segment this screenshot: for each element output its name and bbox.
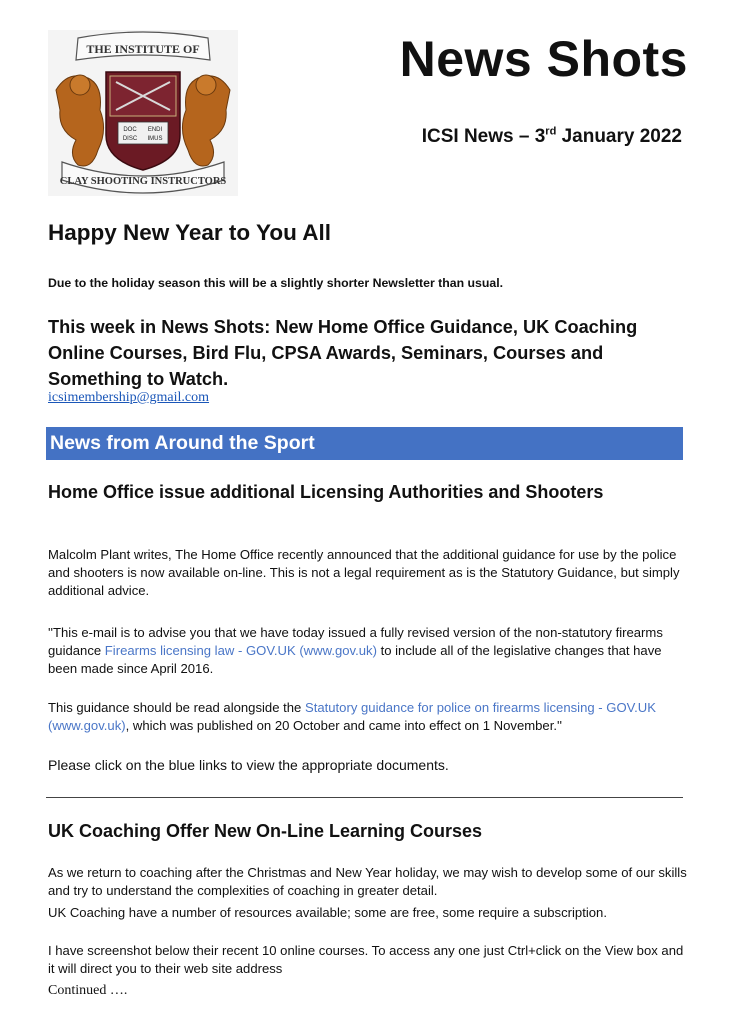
newsletter-title: News Shots	[399, 31, 688, 87]
svg-text:ENDI: ENDI	[147, 127, 163, 133]
icsi-logo	[48, 30, 238, 196]
article1-quote-paragraph: ''This e-mail is to advise you that we have today issued a fully revised version of the non-statutory firearms guidance Firearms licensing law - GOV.UK (www.gov.uk) to include all of the legislative changes that have been made since April 2016.	[48, 625, 663, 676]
section-banner-label: News from Around the Sport	[50, 432, 315, 454]
logo-top-text: THE INSTITUTE OF	[86, 42, 200, 56]
logo-bottom-text: CLAY SHOOTING INSTRUCTORS	[59, 176, 227, 187]
section-banner	[46, 427, 683, 460]
continued-note: Continued ….	[48, 983, 128, 998]
article-heading-home-office: Home Office issue additional Licensing Authorities and Shooters	[48, 482, 604, 502]
firearms-licensing-law-link[interactable]: Firearms licensing law - GOV.UK (www.gov.uk)	[104, 642, 377, 658]
this-week-summary: This week in News Shots: New Home Office Guidance, UK Coaching Online Courses, Bird Flu, CPSA Awards, Seminars, Courses and Something to Watch.	[48, 317, 638, 389]
article1-guidance-paragraph: This guidance should be read alongside the Statutory guidance for police on firearms licensing - GOV.UK (www.gov.uk), which was published on 20 October and came into effect on 1 November.''	[48, 700, 656, 733]
section-divider	[46, 797, 683, 798]
article2-paragraph: As we return to coaching after the Christmas and New Year holiday, we may wish to develop some of our skills and try to understand the complexities of coaching in greater detail.	[48, 865, 687, 898]
article-heading-uk-coaching: UK Coaching Offer New On-Line Learning Courses	[48, 821, 483, 841]
article1-instruction: Please click on the blue links to view the appropriate documents.	[48, 757, 449, 773]
statutory-guidance-link[interactable]: Statutory guidance for police on firearms licensing - GOV.UK (www.gov.uk)	[48, 700, 656, 733]
article1-paragraph: Malcolm Plant writes, The Home Office recently announced that the additional guidance for use by the police and shooters is now available on-line. This is not a legal requirement as is the Statutory Guidance, but simply additional advice.	[48, 547, 680, 598]
membership-email-link[interactable]: icsimembership@gmail.com	[48, 390, 210, 405]
svg-text:DOC: DOC	[123, 127, 137, 133]
new-year-heading: Happy New Year to You All	[48, 220, 331, 245]
dateline: ICSI News – 3rd January 2022	[421, 125, 682, 147]
svg-text:IMUS: IMUS	[147, 136, 163, 142]
article2-courses-paragraph: I have screenshot below their recent 10 online courses. To access any one just Ctrl+click on the View box and it will direct you to their web site address	[48, 943, 684, 976]
holiday-note: Due to the holiday season this will be a slightly shorter Newsletter than usual.	[48, 276, 504, 290]
svg-text:DISC: DISC	[122, 136, 138, 142]
article2-resources: UK Coaching have a number of resources available; some are free, some require a subscription.	[48, 905, 607, 920]
